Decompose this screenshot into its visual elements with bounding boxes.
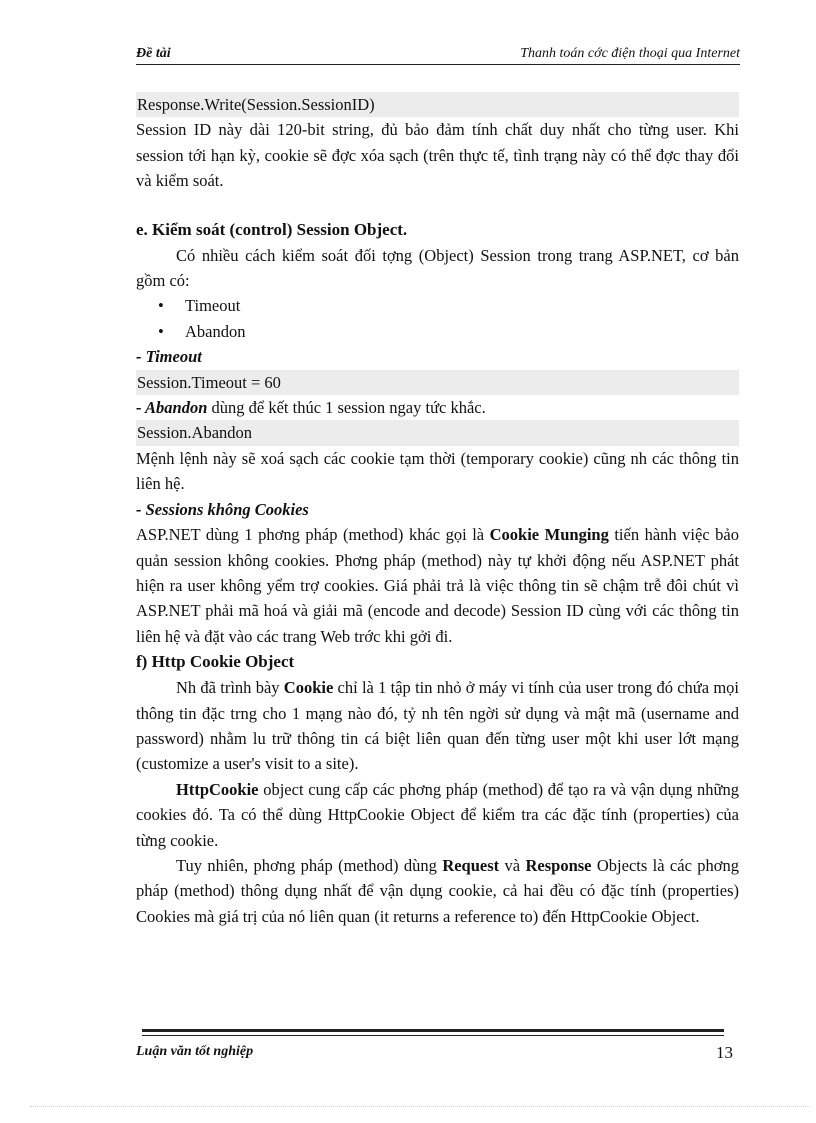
list-item: [136, 293, 739, 318]
bullet-list: [136, 293, 739, 344]
subheading-timeout: - Timeout: [136, 347, 202, 367]
term-cookie-munging: Cookie Munging: [489, 525, 609, 545]
code-line: Response.Write(Session.SessionID): [136, 92, 739, 117]
spacer: [136, 194, 739, 217]
text-run: object cung cấp các phơng pháp (method) để tạo ra và vận dụng những cookies đó. Ta có thể dùng HttpCookie Object để kiểm tra các đặc tính (properties) của từng cookie.: [136, 779, 739, 850]
abandon-prefix: -: [136, 398, 146, 418]
abandon-description: dùng để kết thúc 1 session ngay tức khắc.: [207, 398, 486, 418]
term-cookie: Cookie: [283, 678, 334, 698]
page-header: [136, 44, 740, 66]
text-run: ASP.NET dùng 1 phơng pháp (method) khác gọi là: [136, 525, 490, 545]
term-httpcookie: HttpCookie: [176, 779, 259, 799]
list-item-label: Timeout: [185, 296, 241, 316]
text-run: chỉ là 1 tập tin nhỏ ở máy vi tính của user trong đó chứa mọi thông tin đặc trng cho 1 mạng nào đó, tỷ nh tên ngời sử dụng và mật mã (username and password) nhằm lu trữ thông tin cá biệt liên quan đến từng user một khi user lớt mạng (customize a user's visit to a site).: [136, 678, 739, 774]
page-body: [136, 92, 739, 929]
header-topic-label: Đề tài: [136, 46, 171, 61]
text-run: Objects là các phơng pháp (method) thông dụng nhất để vận dụng cookie, cả hai đều có đặc tính (properties) Cookies mà giá trị của nó liên quan (it returns a reference to) đến HttpCookie Object.: [136, 855, 740, 926]
subheading-sessions: - Sessions không Cookies: [136, 499, 309, 519]
paragraph: Session ID này dài 120-bit string, đủ bảo đảm tính chất duy nhất cho từng user. Khi session tới hạn kỳ, cookie sẽ đợc xóa sạch (trên thực tế, tình trạng này có thể đợc thay đổi và kiểm soát.: [136, 120, 739, 191]
section-heading-f: f) Http Cookie Object: [136, 652, 295, 672]
footer-divider-thick: [142, 1029, 724, 1032]
section-heading-e: e. Kiểm soát (control) Session Object.: [136, 219, 408, 239]
paragraph: [136, 777, 739, 853]
bullet-icon: •: [158, 321, 164, 341]
term-request: Request: [442, 855, 500, 875]
code-line: Session.Timeout = 60: [136, 370, 739, 395]
paragraph: Có nhiều cách kiểm soát đối tợng (Object) Session trong trang ASP.NET, cơ bản gồm có:: [136, 245, 739, 291]
paragraph: [136, 675, 739, 777]
header-divider: [136, 64, 740, 65]
footer-label: Luận văn tốt nghiệp: [136, 1044, 254, 1059]
list-item: [136, 319, 739, 344]
abandon-line: [136, 395, 739, 420]
list-item-label: Abandon: [185, 321, 246, 341]
page-number: 13: [716, 1043, 733, 1062]
header-document-title: Thanh toán cớc điện thoại qua Internet: [520, 46, 740, 61]
paragraph: Mệnh lệnh này sẽ xoá sạch các cookie tạm thời (temporary cookie) cũng nh các thông tin liên hệ.: [136, 448, 739, 494]
page-edge-dots: [30, 1106, 810, 1107]
term-response: Response: [525, 855, 592, 875]
code-line: Session.Abandon: [136, 420, 739, 445]
abandon-label: Abandon: [145, 398, 208, 418]
text-run: Nh đã trình bày: [176, 678, 284, 698]
text-run: và: [499, 855, 526, 875]
text-run: tiến hành việc bảo quản session không cookies. Phơng pháp (method) này tự khởi động nếu ASP.NET phát hiện ra user không yểm trợ cookies. Giá phải trả là việc thông tin sẽ chậm trễ đôi chút vì ASP.NET phải mã hoá và giải mã (encode and decode) Session ID cùng với các thông tin liên hệ và đặt vào các trang Web trớc khi gởi đi.: [136, 525, 739, 646]
paragraph: [136, 853, 739, 929]
footer-divider-thin: [142, 1035, 724, 1036]
text-run: Tuy nhiên, phơng pháp (method) dùng: [176, 855, 443, 875]
bullet-icon: •: [158, 296, 164, 316]
paragraph: [136, 522, 739, 649]
